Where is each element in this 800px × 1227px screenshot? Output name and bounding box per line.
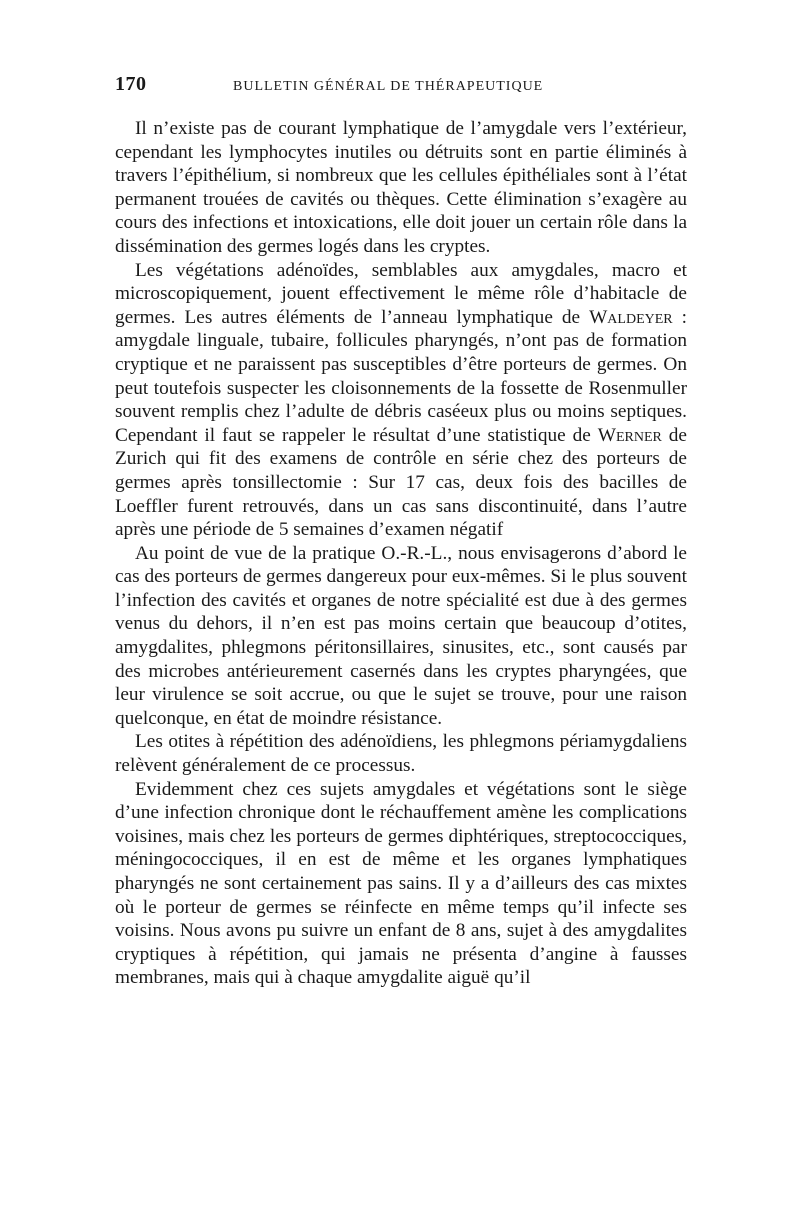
running-title: BULLETIN GÉNÉRAL DE THÉRAPEUTIQUE [233, 79, 544, 94]
page-header [115, 73, 687, 103]
page-number: 170 [115, 73, 147, 95]
author-name-waldeyer: Waldeyer [589, 306, 673, 328]
paragraph-lymphatic-elimination: Il n’existe pas de courant lymphatique de l’amygdale vers l’extérieur, cependant les lymphocytes inutiles ou détruits sont en partie éliminés à travers l’épithélium, si nombreux que les cellules épithéliales sont à l’état permanent trouées de cavités ou thèques. Cette élimination s’exagère au cours des infections et intoxications, elle doit jouer un certain rôle dans la dissémination des germes logés dans les cryptes. [115, 118, 687, 257]
body-text [115, 117, 687, 990]
paragraph-recurrent-otitis: Les otites à répétition des adénoïdiens, les phlegmons périamygdaliens relèvent généralement de ce processus. [115, 731, 687, 777]
paragraph-text: de Zurich qui fit des examens de contrôle en série chez des porteurs de germes après tonsillectomie : Sur 17 cas, deux fois des bacilles de Loeffler furent retrouvés, dans un cas sans discontinuité, dans l’autre après une période de 5 semaines d’examen négatif [115, 424, 687, 541]
paragraph-chronic-infection: Evidemment chez ces sujets amygdales et végétations sont le siège d’une infection chronique dont le réchauffement amène les complications voisines, mais chez les porteurs de germes diphtériques, streptococciques, méningococciques, il en est de même et les organes lymphatiques pharyngés ne sont certainement pas sains. Il y a d’ailleurs des cas mixtes où le porteur de germes se réinfecte en même temps qu’il infecte ses voisins. Nous avons pu suivre un enfant de 8 ans, sujet à des amygdalites cryptiques à répétition, qui jamais ne présenta d’angine à fausses membranes, mais qui à chaque amygdalite aiguë qu’il [115, 778, 687, 989]
paragraph-orl-practice: Au point de vue de la pratique O.-R.-L., nous envisagerons d’abord le cas des porteurs de germes dangereux pour eux-mêmes. Si le plus souvent l’infection des cavités et organes de notre spécialité est due à des germes venus du dehors, il n’en est pas moins certain que beaucoup d’otites, amygdalites, phlegmons péritonsillaires, sinusites, etc., sont causés par des microbes antérieurement casernés dans les cryptes pharyngées, que leur virulence se soit accrue, ou que le sujet se trouve, pour une raison quelconque, en état de moindre résistance. [115, 542, 687, 729]
paragraph-text: : amygdale linguale, tubaire, follicules pharyngés, n’ont pas de formation cryptique et ne paraissent pas susceptibles d’être porteurs de germes. On peut toutefois suspecter les cloisonnements de la fossette de Rosenmuller souvent remplis chez l’adulte de débris caséeux plus ou moins septiques. Cependant il faut se rappeler le résultat d’une statistique de [115, 306, 687, 446]
paragraph-adenoid-vegetations [115, 259, 687, 542]
author-name-werner: Werner [597, 424, 662, 446]
paragraph-text: Les végétations adénoïdes, semblables aux amygdales, macro et microscopiquement, jouent effectivement le même rôle d’habitacle de germes. Les autres éléments de l’anneau lymphatique de [115, 259, 687, 328]
